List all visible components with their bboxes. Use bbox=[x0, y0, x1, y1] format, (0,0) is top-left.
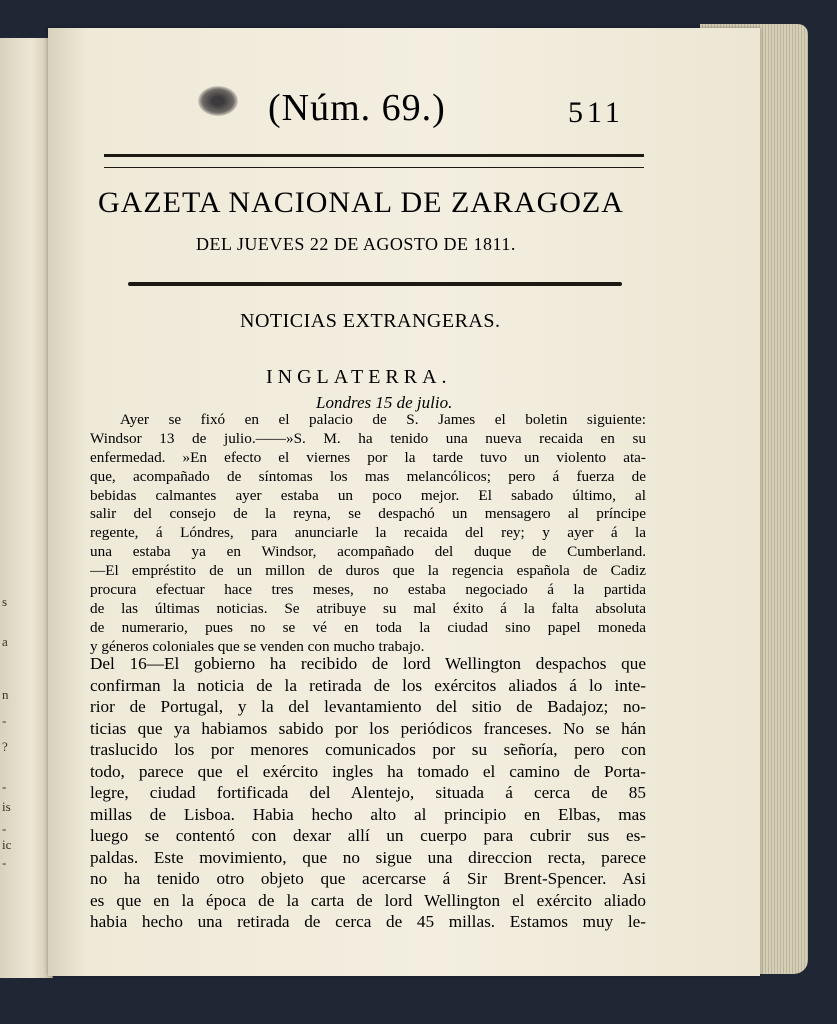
text-line: Ayer se fixó en el palacio de S. James el boletin siguiente: bbox=[120, 411, 646, 428]
issue-dateline: DEL JUEVES 22 DE AGOSTO DE 1811. bbox=[196, 234, 516, 254]
text-line: que, acompañado de síntomas los mas melancólicos; pero á fuerza de bbox=[90, 467, 646, 485]
text-line: traslucido los por menores comunicados por su señoría, pero con bbox=[90, 740, 646, 759]
text-line: regente, á Lóndres, para anunciarle la recaida del rey; y ayer á la bbox=[90, 524, 646, 542]
double-rule bbox=[104, 154, 644, 168]
left-page-fragment: - bbox=[2, 713, 7, 728]
left-page-fragment: ic bbox=[2, 837, 12, 852]
left-page-fragment: - bbox=[2, 855, 7, 870]
issue-number: (Núm. 69.) bbox=[268, 87, 446, 129]
text-line: confirman la noticia de la retirada de los exércitos aliados á lo inte- bbox=[90, 675, 646, 695]
left-page-fragment: is bbox=[2, 799, 11, 814]
thick-rule bbox=[128, 282, 622, 286]
section-heading: NOTICIAS EXTRANGERAS. bbox=[240, 310, 501, 332]
text-line: de numerario, pues no se vé en toda la ciudad sino papel moneda bbox=[90, 618, 646, 636]
body-text-small bbox=[90, 411, 646, 657]
text-line: ticias que ya habiamos sabido por los periódicos franceses. No se hán bbox=[90, 718, 646, 738]
text-line: bebidas calmantes ayer estaba un poco mejor. El sabado último, al bbox=[90, 486, 646, 504]
text-line: no ha tenido otro objeto que acercarse á Sir Brent-Spencer. Asi bbox=[90, 869, 646, 888]
text-line: luego se contentó con dexar allí un cuerpo para cubrir sus es- bbox=[90, 826, 646, 845]
text-line: es que en la época de la carta de lord Wellington el exército aliado bbox=[90, 890, 646, 910]
body-text-large bbox=[90, 653, 646, 933]
text-line: legre, ciudad fortificada del Alentejo, situada á cerca de 85 bbox=[90, 783, 646, 802]
text-line: una estaba ya en Windsor, acompañado del duque de Cumberland. bbox=[90, 543, 646, 561]
newspaper-title: GAZETA NACIONAL DE ZARAGOZA bbox=[98, 186, 624, 219]
left-page-fragment: a bbox=[2, 634, 8, 649]
text-line: millas de Lisboa. Habia hecho alto al principio en Elbas, mas bbox=[90, 804, 646, 824]
text-line: salir del consejo de la reyna, se despachó un mensagero al príncipe bbox=[90, 505, 646, 523]
left-page-fragment: n bbox=[2, 687, 9, 702]
text-line: habia hecho una retirada de cerca de 45 millas. Estamos muy le- bbox=[90, 912, 646, 931]
text-line: de las últimas noticias. Se atribuye su mal éxito á la falta absoluta bbox=[90, 599, 646, 617]
left-page-fragment: - bbox=[2, 779, 7, 794]
text-line: Del 16—El gobierno ha recibido de lord Wellington despachos que bbox=[90, 654, 646, 673]
text-line: todo, parece que el exército ingles ha tomado el camino de Porta- bbox=[90, 761, 646, 781]
place-date: Londres 15 de julio. bbox=[316, 393, 453, 412]
text-line: procura efectuar hace tres meses, no estaba negociado á la partida bbox=[90, 581, 646, 599]
text-line: paldas. Este movimiento, que no sigue una direccion recta, parece bbox=[90, 847, 646, 867]
ink-stain bbox=[198, 86, 238, 116]
text-line: rior de Portugal, y la del levantamiento del sitio de Badajoz; no- bbox=[90, 697, 646, 716]
left-page-fragment: s bbox=[2, 594, 8, 609]
left-page-fragment: - bbox=[2, 821, 7, 836]
page-number: 511 bbox=[568, 96, 624, 129]
text-line: Windsor 13 de julio.——»S. M. ha tenido una nueva recaida en su bbox=[90, 429, 646, 447]
left-page bbox=[0, 38, 53, 978]
country-heading: INGLATERRA. bbox=[266, 366, 452, 388]
text-line: y géneros coloniales que se venden con mucho trabajo. bbox=[90, 637, 425, 655]
text-line: —El empréstito de un millon de duros que la regencia española de Cadiz bbox=[90, 562, 646, 580]
left-page-fragment: ? bbox=[2, 739, 8, 754]
text-line: enfermedad. »En efecto el viernes por la tarde tuvo un violento ata- bbox=[90, 448, 646, 466]
